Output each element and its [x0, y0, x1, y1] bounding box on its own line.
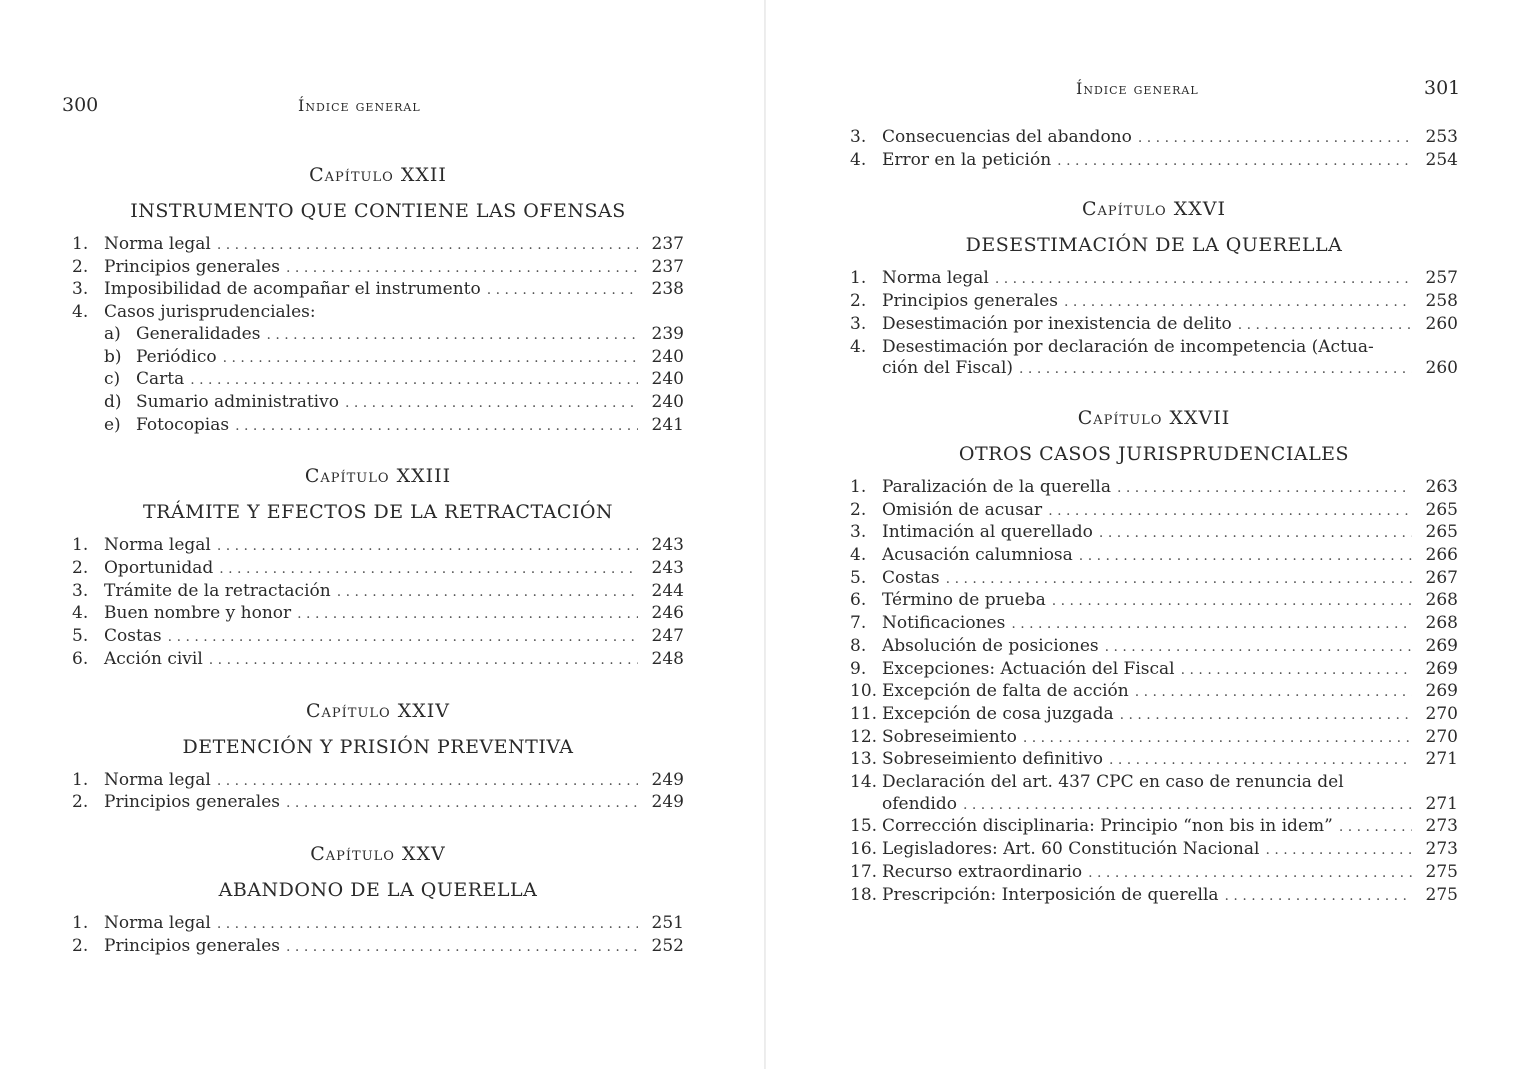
dot-leader: [217, 914, 638, 936]
book-gutter: [764, 0, 766, 1069]
entry-number: 4.: [850, 545, 867, 566]
entry-page: 246: [651, 603, 684, 624]
entry-number: 16.: [850, 839, 878, 860]
toc-entry[interactable]: [72, 558, 684, 581]
dot-leader: [1138, 128, 1412, 150]
dot-leader: [217, 235, 638, 257]
entry-text: Norma legal: [104, 912, 211, 933]
entry-number: 3.: [72, 279, 89, 300]
entry-page: 260: [1425, 358, 1458, 379]
dot-leader: [337, 582, 638, 604]
entry-text: Principios generales: [104, 792, 281, 813]
entry-number: 9.: [850, 658, 867, 679]
toc-subentry[interactable]: [72, 324, 684, 347]
entry-page: 267: [1425, 567, 1458, 588]
toc-content-left: [72, 162, 684, 958]
entry-text: Consecuencias del abandono: [882, 127, 1132, 147]
entry-number: 11.: [850, 703, 878, 724]
dot-leader: [1120, 705, 1412, 727]
entry-page: 265: [1425, 522, 1458, 543]
entry-text: Costas: [104, 626, 162, 647]
entry-page: 251: [651, 912, 684, 933]
entry-page: 258: [1425, 291, 1458, 312]
dot-leader: [995, 269, 1412, 291]
toc-entry[interactable]: [850, 150, 1458, 173]
entry-number: 7.: [850, 613, 867, 634]
entry-page: 263: [1425, 476, 1458, 497]
chapter-label: Capítulo XXVI: [1081, 198, 1227, 221]
entry-page: 275: [1425, 861, 1458, 882]
dot-leader: [1048, 501, 1412, 523]
toc-entry[interactable]: [850, 613, 1458, 636]
entry-page: 271: [1425, 793, 1458, 814]
entry-text: Generalidades: [136, 323, 261, 344]
entry-number: 4.: [850, 149, 867, 170]
toc-entry[interactable]: [72, 770, 684, 793]
dot-leader: [963, 795, 1412, 817]
dot-leader: [1023, 728, 1412, 750]
chapter-label: Capítulo XXVII: [1077, 406, 1231, 429]
toc-entry[interactable]: [72, 279, 684, 302]
dot-leader: [946, 569, 1412, 591]
entry-text: Costas: [882, 567, 940, 588]
entry-letter: a): [104, 323, 121, 344]
entry-number: 6.: [72, 648, 89, 669]
entry-text: Buen nombre y honor: [104, 603, 292, 624]
entry-page: 270: [1425, 703, 1458, 724]
entry-number: 6.: [850, 590, 867, 611]
dot-leader: [1088, 863, 1412, 885]
entry-number: 1.: [850, 268, 867, 289]
entry-number: 2.: [72, 792, 89, 813]
toc-entry[interactable]: [850, 749, 1458, 772]
toc-entry[interactable]: [850, 659, 1458, 682]
entry-text: Paralización de la querella: [882, 476, 1111, 497]
entry-text: Carta: [136, 369, 185, 390]
entry-text: Término de prueba: [882, 590, 1046, 611]
entry-page: 239: [651, 323, 684, 344]
chapter-xxiii: [72, 463, 684, 671]
entry-text: Corrección disciplinaria: Principio “non bis in idem”: [882, 816, 1333, 837]
entry-page: 273: [1425, 816, 1458, 837]
entry-text-line1: Declaración del art. 437 CPC en caso de renuncia del: [882, 772, 1344, 793]
entry-text: Principios generales: [882, 291, 1059, 312]
dot-leader: [168, 627, 638, 649]
dot-leader: [217, 771, 638, 793]
entry-number: 17.: [850, 861, 878, 882]
entry-text: Casos jurisprudenciales:: [104, 302, 316, 323]
dot-leader: [286, 793, 638, 815]
entry-text: Sumario administrativo: [136, 391, 339, 412]
dot-leader: [286, 937, 638, 959]
toc-entry-multiline[interactable]: [850, 772, 1458, 816]
entry-number: 4.: [850, 336, 867, 357]
entry-text-line1: Desestimación por declaración de incompetencia (Actua-: [882, 336, 1374, 357]
dot-leader: [1181, 660, 1412, 682]
toc-entry[interactable]: [850, 291, 1458, 314]
dot-leader: [1057, 151, 1412, 173]
entry-text: Excepciones: Actuación del Fiscal: [882, 658, 1175, 679]
entry-page: 241: [651, 414, 684, 435]
entry-text: Error en la petición: [882, 149, 1052, 170]
entry-page: 252: [651, 935, 684, 956]
entry-number: 1.: [850, 476, 867, 497]
entry-page: 266: [1425, 545, 1458, 566]
entry-text: Legisladores: Art. 60 Constitución Nacional: [882, 839, 1260, 860]
dot-leader: [1135, 682, 1412, 704]
entry-page: 275: [1425, 884, 1458, 905]
entry-page: 268: [1425, 613, 1458, 634]
toc-entry[interactable]: [850, 568, 1458, 591]
dot-leader: [1339, 817, 1412, 839]
dot-leader: [217, 536, 638, 558]
chapter-xxii: [72, 162, 684, 437]
entry-number: 3.: [850, 522, 867, 543]
entry-text: Principios generales: [104, 256, 281, 277]
entry-text: Absolución de posiciones: [882, 635, 1099, 656]
toc-entry[interactable]: [72, 257, 684, 280]
entry-text: Periódico: [136, 346, 217, 367]
entry-page: 243: [651, 535, 684, 556]
toc-entry[interactable]: [72, 913, 684, 936]
entry-number: 4.: [72, 302, 89, 323]
toc-entry[interactable]: [850, 839, 1458, 862]
entry-number: 1.: [72, 912, 89, 933]
toc-entry[interactable]: [850, 127, 1458, 150]
entry-letter: e): [104, 414, 121, 435]
dot-leader: [297, 604, 638, 626]
entry-page: 265: [1425, 499, 1458, 520]
toc-entry[interactable]: [850, 704, 1458, 727]
entry-number: 8.: [850, 635, 867, 656]
entry-page: 273: [1425, 839, 1458, 860]
entry-text: Norma legal: [104, 535, 211, 556]
entry-page: 271: [1425, 749, 1458, 770]
chapter-title: DESESTIMACIÓN DE LA QUERELLA: [965, 234, 1343, 257]
entry-page: 244: [651, 580, 684, 601]
entry-text-line2: ción del Fiscal): [882, 358, 1014, 379]
chapter-title: OTROS CASOS JURISPRUDENCIALES: [958, 442, 1350, 465]
chapter-xxvii: [850, 405, 1458, 907]
chapter-xxiv: [72, 698, 684, 815]
entry-text: Sobreseimiento: [882, 726, 1017, 747]
toc-entry[interactable]: [850, 636, 1458, 659]
chapter-label: Capítulo XXIII: [304, 465, 452, 488]
entry-page: 249: [651, 769, 684, 790]
toc-entry[interactable]: [850, 268, 1458, 291]
toc-entry-multiline[interactable]: [850, 337, 1458, 381]
entry-page: 269: [1425, 658, 1458, 679]
entry-page: 257: [1425, 268, 1458, 289]
toc-content-right: [850, 127, 1458, 907]
entry-number: 2.: [72, 935, 89, 956]
entry-page: 248: [651, 648, 684, 669]
entry-text: Acción civil: [104, 648, 203, 669]
dot-leader: [235, 416, 638, 438]
entry-text: Intimación al querellado: [882, 522, 1093, 543]
entry-text: Trámite de la retractación: [104, 580, 331, 601]
toc-entry[interactable]: [72, 649, 684, 672]
dot-leader: [219, 559, 638, 581]
entry-text: Recurso extraordinario: [882, 861, 1083, 882]
toc-entry[interactable]: [72, 626, 684, 649]
chapter-title: INSTRUMENTO QUE CONTIENE LAS OFENSAS: [130, 200, 626, 222]
dot-leader: [1064, 292, 1412, 314]
entry-page: 268: [1425, 590, 1458, 611]
entry-page: 238: [651, 279, 684, 300]
entry-text: Desestimación por inexistencia de delito: [882, 313, 1232, 334]
entry-text: Sobreseimiento definitivo: [882, 749, 1103, 770]
toc-entry[interactable]: [850, 816, 1458, 839]
toc-subentry[interactable]: [72, 392, 684, 415]
chapter-xxv: [72, 841, 684, 958]
entry-page: 237: [651, 256, 684, 277]
entry-page: 249: [651, 792, 684, 813]
entry-page: 240: [651, 346, 684, 367]
entry-page: 240: [651, 391, 684, 412]
entry-text: Acusación calumniosa: [882, 545, 1073, 566]
entry-page: 253: [1425, 127, 1458, 147]
entry-number: 2.: [72, 256, 89, 277]
dot-leader: [1109, 750, 1412, 772]
dot-leader: [1238, 315, 1412, 337]
entry-text-line2: ofendido: [882, 793, 957, 814]
entry-page: 240: [651, 369, 684, 390]
entry-text: Notificaciones: [882, 613, 1006, 634]
chapter-label: Capítulo XXIV: [305, 699, 451, 722]
entry-text: Excepción de falta de acción: [882, 681, 1129, 702]
dot-leader: [345, 393, 638, 415]
entry-number: 3.: [850, 313, 867, 334]
entry-text: Imposibilidad de acompañar el instrumento: [104, 279, 481, 300]
toc-entry[interactable]: [72, 936, 684, 959]
toc-entry[interactable]: [850, 500, 1458, 523]
dot-leader: [1011, 614, 1412, 636]
dot-leader: [1079, 546, 1412, 568]
entry-text: Norma legal: [882, 268, 989, 289]
entry-page: 247: [651, 626, 684, 647]
dot-leader: [190, 370, 638, 392]
dot-leader: [209, 650, 638, 672]
entry-number: 3.: [72, 580, 89, 601]
dot-leader: [1052, 591, 1412, 613]
toc-entry[interactable]: [850, 681, 1458, 704]
toc-entry[interactable]: [850, 477, 1458, 500]
toc-subentry[interactable]: [72, 347, 684, 370]
entry-letter: b): [104, 346, 122, 367]
toc-entry[interactable]: [850, 522, 1458, 545]
entry-number: 3.: [850, 127, 867, 147]
entry-number: 4.: [72, 603, 89, 624]
entry-number: 12.: [850, 726, 878, 747]
entry-number: 1.: [72, 234, 89, 254]
entry-number: 18.: [850, 884, 878, 905]
entry-text: Omisión de acusar: [882, 499, 1043, 520]
dot-leader: [223, 348, 638, 370]
entry-number: 5.: [850, 567, 867, 588]
toc-subentry[interactable]: [72, 369, 684, 392]
entry-text: Oportunidad: [104, 558, 214, 579]
entry-text: Principios generales: [104, 935, 281, 956]
chapter-xxvi: [850, 196, 1458, 381]
toc-entry[interactable]: [72, 302, 684, 324]
toc-subentry[interactable]: [72, 415, 684, 438]
chapter-label: Capítulo XXII: [309, 164, 447, 186]
toc-entry[interactable]: [850, 545, 1458, 568]
entry-number: 14.: [850, 772, 878, 793]
entry-number: 2.: [850, 291, 867, 312]
running-head: Índice general: [1076, 79, 1199, 98]
dot-leader: [1225, 886, 1412, 908]
dot-leader: [1019, 359, 1412, 381]
chapter-title: DETENCIÓN Y PRISIÓN PREVENTIVA: [182, 735, 574, 758]
chapter-title: ABANDONO DE LA QUERELLA: [218, 878, 538, 901]
dot-leader: [1117, 478, 1412, 500]
entry-page: 243: [651, 558, 684, 579]
entry-number: 2.: [72, 558, 89, 579]
chapter-title: TRÁMITE Y EFECTOS DE LA RETRACTACIÓN: [142, 501, 614, 524]
entry-page: 254: [1425, 149, 1458, 170]
entry-text: Prescripción: Interposición de querella: [882, 884, 1219, 905]
entry-number: 10.: [850, 681, 878, 702]
entry-text: Norma legal: [104, 769, 211, 790]
entry-page: 269: [1425, 635, 1458, 656]
toc-entry[interactable]: [72, 603, 684, 626]
toc-entry[interactable]: [850, 885, 1458, 908]
entry-page: 269: [1425, 681, 1458, 702]
left-page: [0, 0, 764, 1069]
toc-entry[interactable]: [72, 581, 684, 604]
entry-text: Norma legal: [104, 234, 211, 254]
entry-text: Excepción de cosa juzgada: [882, 703, 1114, 724]
toc-entry[interactable]: [850, 727, 1458, 750]
entry-page: 260: [1425, 313, 1458, 334]
entry-number: 15.: [850, 816, 878, 837]
entry-text: Fotocopias: [136, 414, 230, 435]
dot-leader: [266, 325, 638, 347]
toc-entry[interactable]: [850, 314, 1458, 337]
dot-leader: [1099, 523, 1412, 545]
page-number: 300: [62, 94, 99, 116]
entry-number: 1.: [72, 535, 89, 556]
running-head: Índice general: [298, 96, 421, 115]
entry-number: 5.: [72, 626, 89, 647]
dot-leader: [1265, 840, 1412, 862]
page-number: 301: [1424, 77, 1461, 99]
chapter-label: Capítulo XXV: [310, 842, 446, 865]
dot-leader: [1105, 637, 1412, 659]
toc-entry[interactable]: [850, 862, 1458, 885]
toc-entry[interactable]: [72, 535, 684, 558]
entry-page: 237: [651, 234, 684, 254]
entry-letter: d): [104, 391, 122, 412]
dot-leader: [487, 280, 638, 302]
entry-number: 13.: [850, 749, 878, 770]
entry-letter: c): [104, 369, 121, 390]
toc-entry[interactable]: [850, 590, 1458, 613]
dot-leader: [286, 258, 638, 280]
entry-number: 2.: [850, 499, 867, 520]
entry-page: 270: [1425, 726, 1458, 747]
toc-entry[interactable]: [72, 792, 684, 815]
entry-number: 1.: [72, 769, 89, 790]
toc-entry[interactable]: [72, 234, 684, 257]
